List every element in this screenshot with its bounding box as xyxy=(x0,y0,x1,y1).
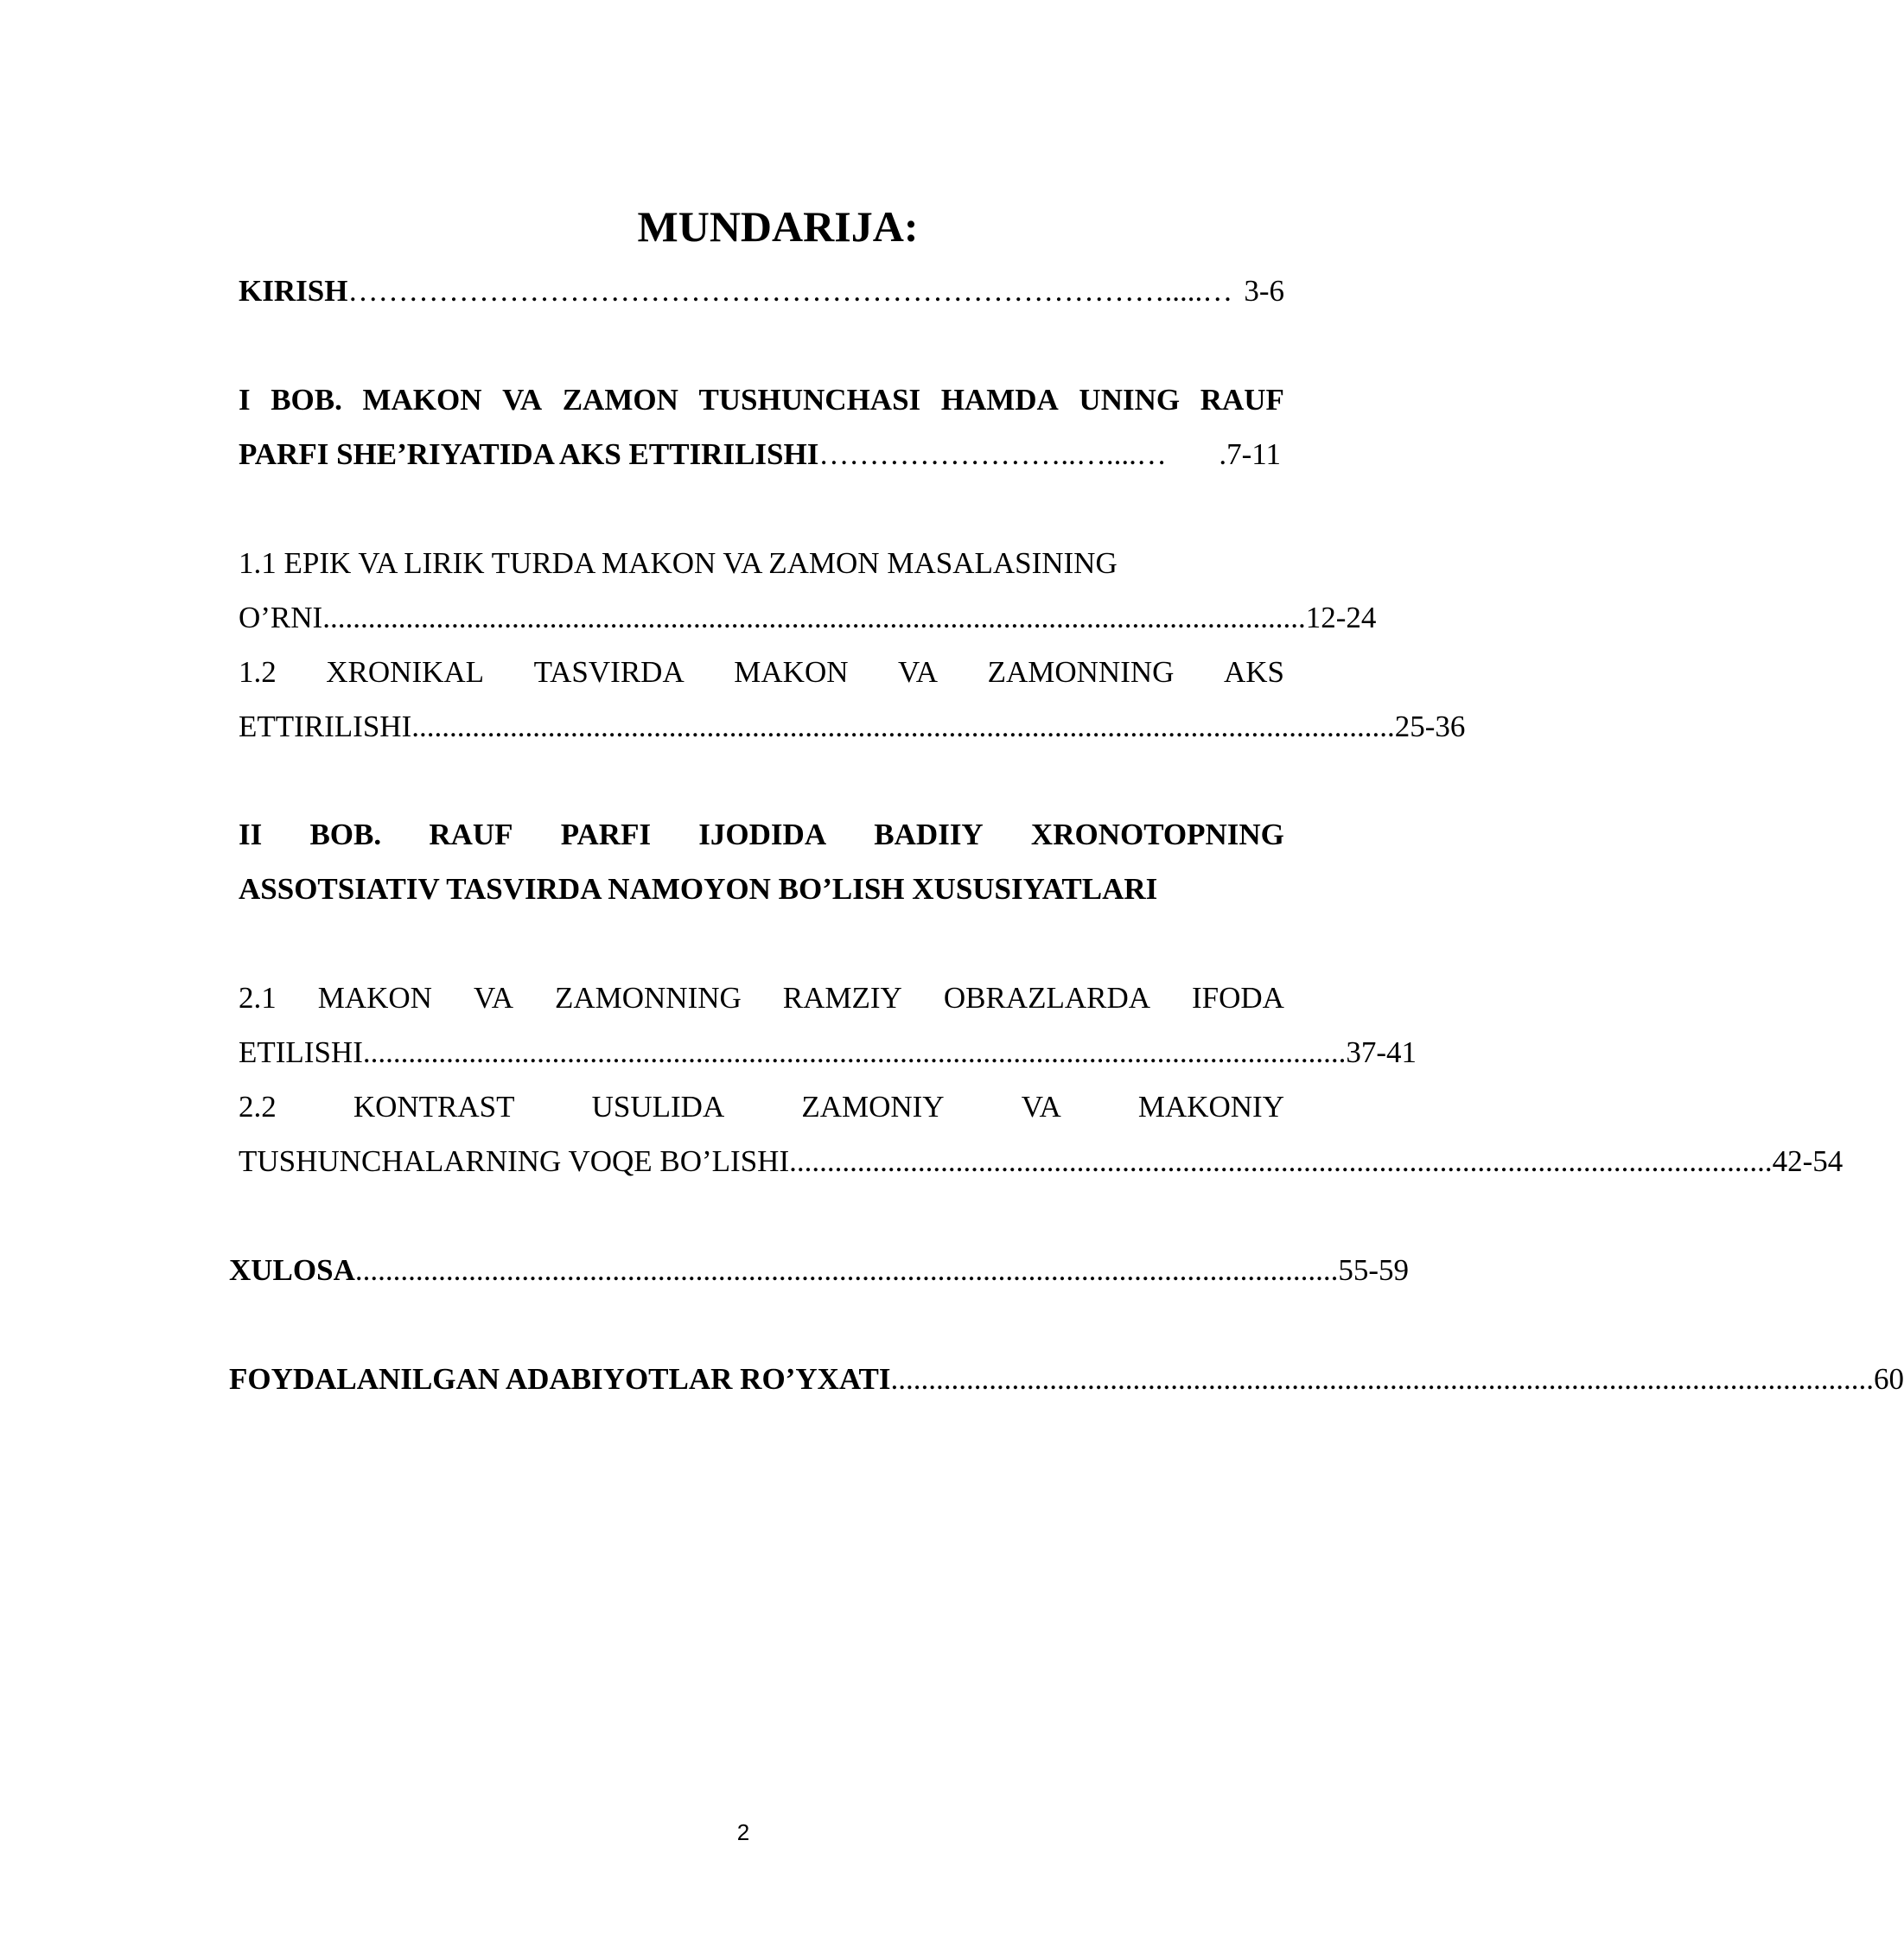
word: MAKON xyxy=(317,981,432,1015)
word: RAMZIY xyxy=(782,981,902,1015)
word: TASVIRDA xyxy=(533,655,685,689)
page-range: .7-11 xyxy=(1219,437,1281,471)
word: XRONOTOPNING xyxy=(1030,818,1284,851)
word: VA xyxy=(502,383,543,417)
dot-leader: .................................................................................................................................. xyxy=(322,601,1306,634)
word: ZAMONNING xyxy=(987,655,1175,689)
word: VA xyxy=(1021,1090,1061,1124)
word: USULIDA xyxy=(591,1090,725,1124)
word: MAKON xyxy=(734,655,849,689)
page-range: 12-24 xyxy=(1305,601,1377,634)
dot-leader: ……………………………………………………………………….....… xyxy=(347,274,1233,308)
word: II xyxy=(239,818,263,851)
toc-entry-conclusion xyxy=(229,1251,1410,1290)
toc-entry-section-1-1-line-1 xyxy=(239,544,1118,583)
word: AKS xyxy=(1223,655,1284,689)
word: BOB. xyxy=(271,383,342,417)
word: RAUF xyxy=(1200,383,1284,417)
toc-entry-label: PARFI SHE’RIYATIDA AKS ETTIRILISHI xyxy=(239,437,819,471)
toc-entry-kirish xyxy=(239,272,1284,310)
page-range: 37-41 xyxy=(1346,1035,1417,1069)
dot-leader: .................................................................................................................................. xyxy=(789,1144,1773,1178)
dot-leader: .................................................................................................................................. xyxy=(890,1362,1875,1396)
toc-entry-label: ETTIRILISHI xyxy=(239,710,412,743)
word: HAMDA xyxy=(940,383,1059,417)
toc-entry-label: TUSHUNCHALARNING VOQE BO’LISHI xyxy=(239,1144,790,1178)
toc-entry-label: ETILISHI xyxy=(239,1035,363,1069)
word: KONTRAST xyxy=(353,1090,515,1124)
toc-entry-section-1-1-line-2 xyxy=(239,599,1377,637)
page-range: 55-59 xyxy=(1338,1253,1410,1287)
toc-entry-section-2-1-line-2 xyxy=(239,1034,1417,1072)
word: ZAMONIY xyxy=(801,1090,945,1124)
toc-entry-section-2-2-line-2 xyxy=(239,1143,1844,1181)
word: OBRAZLARDA xyxy=(943,981,1151,1015)
word: ZAMONNING xyxy=(554,981,742,1015)
word: IFODA xyxy=(1192,981,1284,1015)
word: UNING xyxy=(1079,383,1181,417)
toc-entry-section-2-2-line-1 xyxy=(239,1088,1284,1126)
word: MAKON xyxy=(362,383,482,417)
dot-leader: ……………………..…....… xyxy=(818,437,1167,471)
toc-entry-label: O’RNI xyxy=(239,601,323,634)
word: ZAMON xyxy=(562,383,678,417)
page-number: 2 xyxy=(736,1819,750,1845)
word: 2.1 xyxy=(239,981,277,1015)
toc-entry-label: KIRISH xyxy=(239,274,348,308)
dot-leader: .................................................................................................................................. xyxy=(354,1253,1339,1287)
word: XRONIKAL xyxy=(326,655,485,689)
toc-entry-chapter-2-line-2 xyxy=(239,870,1157,908)
page-range: 60 xyxy=(1874,1362,1904,1396)
dot-leader: .................................................................................................................................. xyxy=(411,710,1395,743)
toc-entry-label: FOYDALANILGAN ADABIYOTLAR RO’YXATI xyxy=(229,1362,891,1396)
word: TUSHUNCHASI xyxy=(698,383,921,417)
word: 1.2 xyxy=(239,655,277,689)
toc-entry-bibliography xyxy=(229,1360,1904,1398)
toc-entry-chapter-2-line-1 xyxy=(239,816,1284,854)
page-range: 3-6 xyxy=(1244,274,1284,308)
toc-entry-chapter-1-line-2 xyxy=(239,436,1281,474)
word: MAKONIY xyxy=(1137,1090,1284,1124)
toc-entry-label: ASSOTSIATIV TASVIRDA NAMOYON BO’LISH XUSUSIYATLARI xyxy=(239,872,1158,906)
word: BADIIY xyxy=(874,818,984,851)
word: VA xyxy=(473,981,513,1015)
word: 2.2 xyxy=(239,1090,277,1124)
word: RAUF xyxy=(429,818,513,851)
toc-entry-chapter-1-line-1 xyxy=(239,381,1284,419)
toc-entry-section-2-1-line-1 xyxy=(239,979,1284,1017)
toc-entry-label: XULOSA xyxy=(229,1253,355,1287)
page-title: MUNDARIJA: xyxy=(637,202,919,251)
word: IJODIDA xyxy=(698,818,827,851)
word: VA xyxy=(898,655,939,689)
word: BOB. xyxy=(309,818,382,851)
toc-entry-section-1-2-line-1 xyxy=(239,653,1284,691)
toc-entry-label: 1.1 EPIK VA LIRIK TURDA MAKON VA ZAMON MASALASINING xyxy=(239,546,1118,580)
word: PARFI xyxy=(560,818,652,851)
toc-entry-section-1-2-line-2 xyxy=(239,708,1466,746)
dot-leader: .................................................................................................................................. xyxy=(362,1035,1347,1069)
page-range: 42-54 xyxy=(1772,1144,1844,1178)
page-range: 25-36 xyxy=(1394,710,1466,743)
word: I xyxy=(239,383,251,417)
